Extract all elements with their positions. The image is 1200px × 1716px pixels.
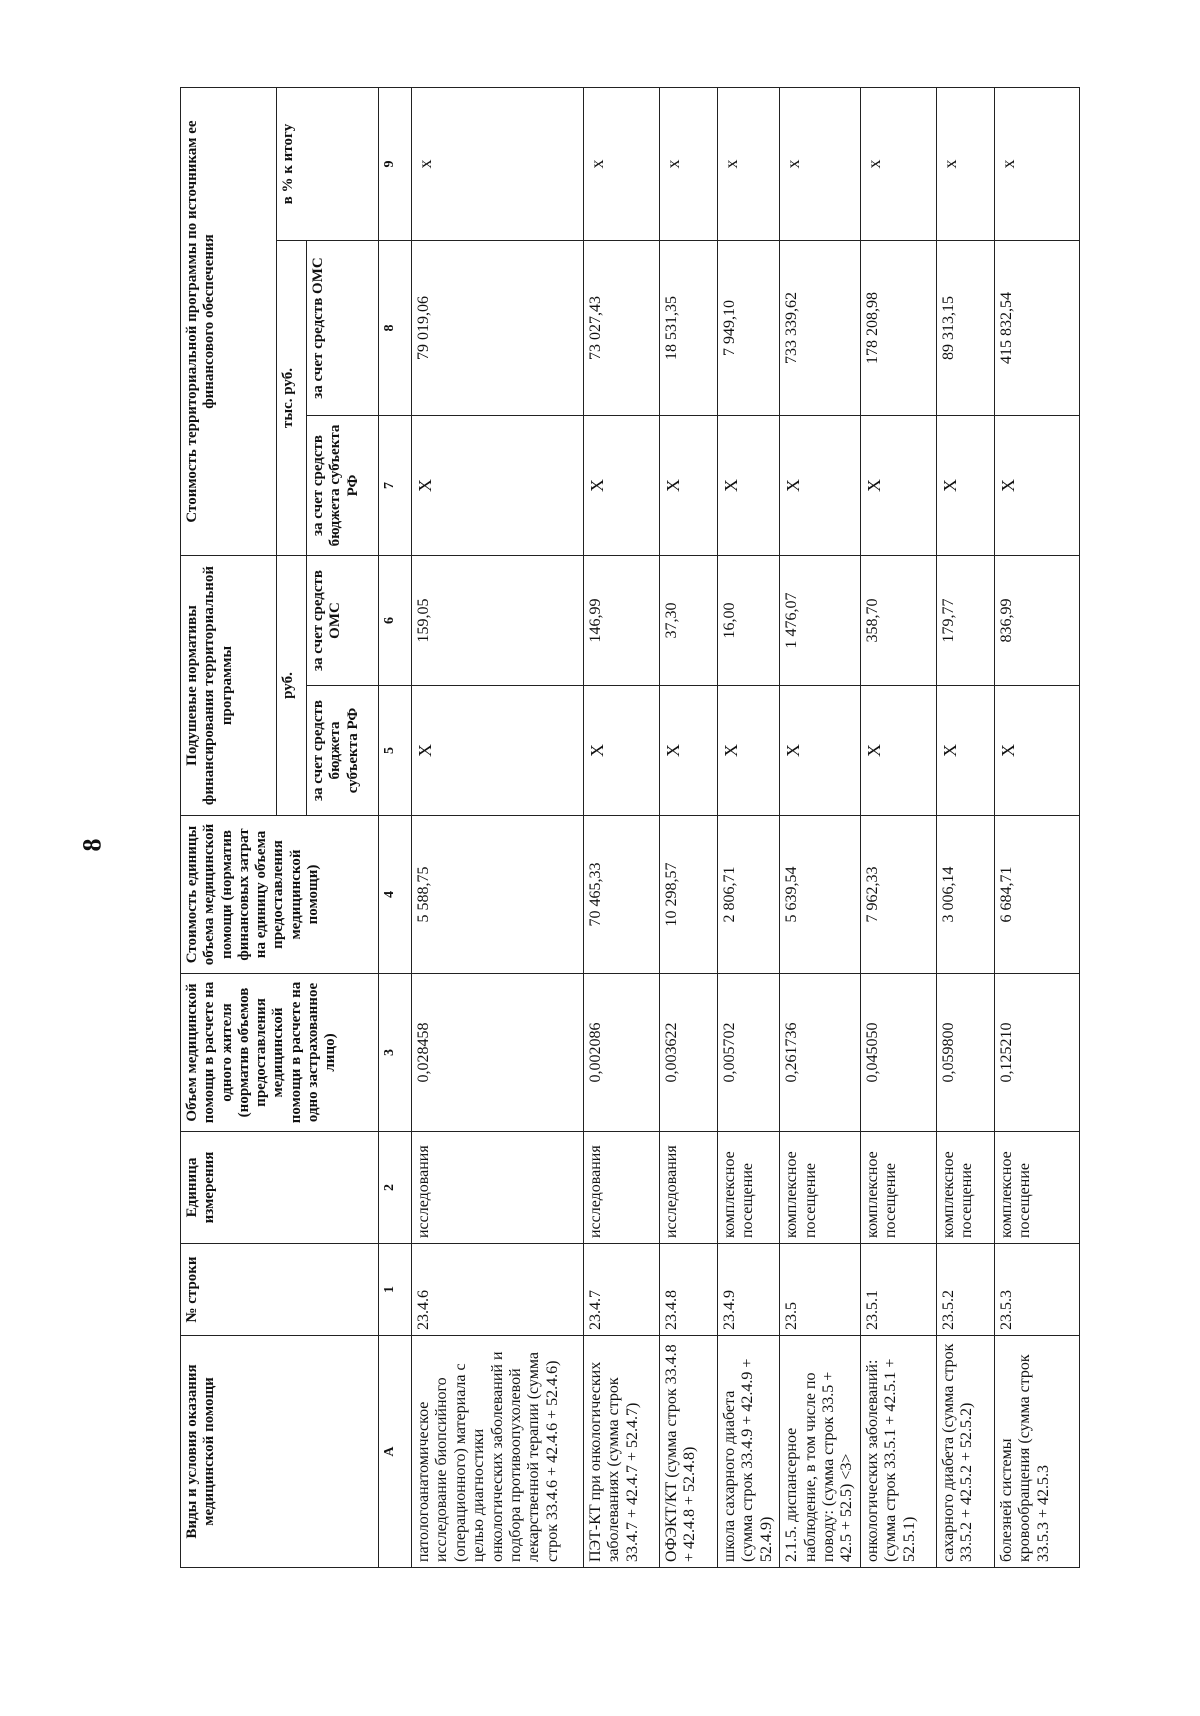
row-col5: X [994,686,1079,816]
row-volume: 0,261736 [780,974,861,1132]
row-col7: X [936,416,994,556]
row-unit: исследования [584,1132,660,1244]
index-cell: 8 [379,241,412,416]
row-col8: 7 949,10 [718,241,780,416]
index-cell: 2 [379,1132,412,1244]
row-col5: X [412,686,584,816]
row-number: 23.5.2 [936,1244,994,1336]
row-volume: 0,045050 [860,974,936,1132]
row-name: патологоанатомическое исследование биопсийного (операционного) материала с целью диагностики онкологических заболеваний и подбора противоопухолевой лекарственной терапии (сумма строк 33.4.6 + 42.4.6 + 52.4.6) [412,1336,584,1568]
row-col7: X [994,416,1079,556]
header-group-cost: Стоимость территориальной программы по источникам ее финансового обеспечения [181,87,277,555]
index-cell: 4 [379,816,412,974]
row-col5: X [718,686,780,816]
row-col7: X [780,416,861,556]
header-col-1: № строки [181,1244,379,1336]
row-col6: 37,30 [660,556,718,686]
row-col6: 159,05 [412,556,584,686]
row-col7: X [584,416,660,556]
row-name: ОФЭКТ/КТ (сумма строк 33.4.8 + 42.4.8 + 52.4.8) [660,1336,718,1568]
index-cell: А [379,1336,412,1568]
row-col9: x [718,87,780,240]
financing-table [180,87,1080,1568]
row-unit: комплексное посещение [718,1132,780,1244]
row-col8: 73 027,43 [584,241,660,416]
index-cell: 7 [379,416,412,556]
column-index-row [379,87,412,1567]
header-col-4: Стоимость единицы объема медицинской помощи (норматив финансовых затрат на единицу объема предоставления медицинской помощи) [181,816,379,974]
row-number: 23.5.1 [860,1244,936,1336]
row-unit-cost: 7 962,33 [860,816,936,974]
header-col-8: за счет средств ОМС [307,241,379,416]
row-volume: 0,002086 [584,974,660,1132]
header-group-per-capita: Подушевые нормативы финансирования территориальной программы [181,556,277,816]
row-name: ПЭТ-КТ при онкологических заболеваниях (сумма строк 33.4.7 + 42.4.7 + 52.4.7) [584,1336,660,1568]
table-row [780,87,861,1567]
row-number: 23.4.8 [660,1244,718,1336]
row-unit: комплексное посещение [936,1132,994,1244]
index-cell: 3 [379,974,412,1132]
row-col6: 179,77 [936,556,994,686]
index-cell: 9 [379,87,412,240]
row-col9: x [994,87,1079,240]
table-row [584,87,660,1567]
row-col9: x [584,87,660,240]
table-row [994,87,1079,1567]
row-col9: x [860,87,936,240]
table-row [718,87,780,1567]
table-row [412,87,584,1567]
row-unit-cost: 3 006,14 [936,816,994,974]
row-col8: 415 832,54 [994,241,1079,416]
header-col-7: за счет средств бюджета субъекта РФ [307,416,379,556]
row-col6: 1 476,07 [780,556,861,686]
row-name: онкологических заболеваний: (сумма строк 33.5.1 + 42.5.1 + 52.5.1) [860,1336,936,1568]
row-col5: X [780,686,861,816]
row-col8: 18 531,35 [660,241,718,416]
row-volume: 0,125210 [994,974,1079,1132]
row-name: сахарного диабета (сумма строк 33.5.2 + 42.5.2 + 52.5.2) [936,1336,994,1568]
row-col7: X [412,416,584,556]
table-header [181,87,412,1567]
row-col5: X [660,686,718,816]
row-unit-cost: 2 806,71 [718,816,780,974]
row-col7: X [718,416,780,556]
row-col6: 358,70 [860,556,936,686]
row-col6: 836,99 [994,556,1079,686]
row-unit-cost: 6 684,71 [994,816,1079,974]
row-col9: x [936,87,994,240]
row-col9: x [660,87,718,240]
row-col7: X [860,416,936,556]
row-col9: x [780,87,861,240]
row-number: 23.5 [780,1244,861,1336]
row-col7: X [660,416,718,556]
row-unit-cost: 5 639,54 [780,816,861,974]
row-col5: X [936,686,994,816]
row-unit: комплексное посещение [994,1132,1079,1244]
row-name: болезней системы кровообращения (сумма строк 33.5.3 + 42.5.3 [994,1336,1079,1568]
row-volume: 0,059800 [936,974,994,1132]
row-unit: исследования [412,1132,584,1244]
header-col-2: Единица измерения [181,1132,379,1244]
row-unit: комплексное посещение [780,1132,861,1244]
row-col5: X [584,686,660,816]
row-unit-cost: 5 588,75 [412,816,584,974]
row-number: 23.4.9 [718,1244,780,1336]
row-unit: комплексное посещение [860,1132,936,1244]
row-col8: 733 339,62 [780,241,861,416]
row-col6: 16,00 [718,556,780,686]
table-row [860,87,936,1567]
row-col9: x [412,87,584,240]
row-col8: 89 313,15 [936,241,994,416]
row-col8: 79 019,06 [412,241,584,416]
row-number: 23.4.6 [412,1244,584,1336]
row-col5: X [860,686,936,816]
index-cell: 5 [379,686,412,816]
index-cell: 1 [379,1244,412,1336]
row-number: 23.4.7 [584,1244,660,1336]
header-col-a: Виды и условия оказания медицинской помощи [181,1336,379,1568]
table-row [660,87,718,1567]
index-cell: 6 [379,556,412,686]
header-col-3: Объем медицинской помощи в расчете на одного жителя (норматив объемов предоставления медицинской помощи в расчете на одно застрахованное лицо) [181,974,379,1132]
row-col6: 146,99 [584,556,660,686]
row-volume: 0,028458 [412,974,584,1132]
header-col-5: за счет средств бюджета субъекта РФ [307,686,379,816]
rotated-table-wrapper [180,88,1080,1568]
table-body [412,87,1080,1567]
row-volume: 0,005702 [718,974,780,1132]
table-row [936,87,994,1567]
row-unit-cost: 70 465,33 [584,816,660,974]
header-col-6: за счет средств ОМС [307,556,379,686]
row-volume: 0,003622 [660,974,718,1132]
header-unit-rub: руб. [277,556,307,816]
row-unit: исследования [660,1132,718,1244]
header-col-9: в % к итогу [277,87,379,240]
row-name: школа сахарного диабета (сумма строк 33.4.9 + 42.4.9 + 52.4.9) [718,1336,780,1568]
page-number: 8 [77,838,107,852]
row-col8: 178 208,98 [860,241,936,416]
header-unit-thous-rub: тыс. руб. [277,241,307,556]
row-number: 23.5.3 [994,1244,1079,1336]
row-name: 2.1.5. диспансерное наблюдение, в том числе по поводу: (сумма строк 33.5 + 42.5 + 52.5) <3> [780,1336,861,1568]
row-unit-cost: 10 298,57 [660,816,718,974]
